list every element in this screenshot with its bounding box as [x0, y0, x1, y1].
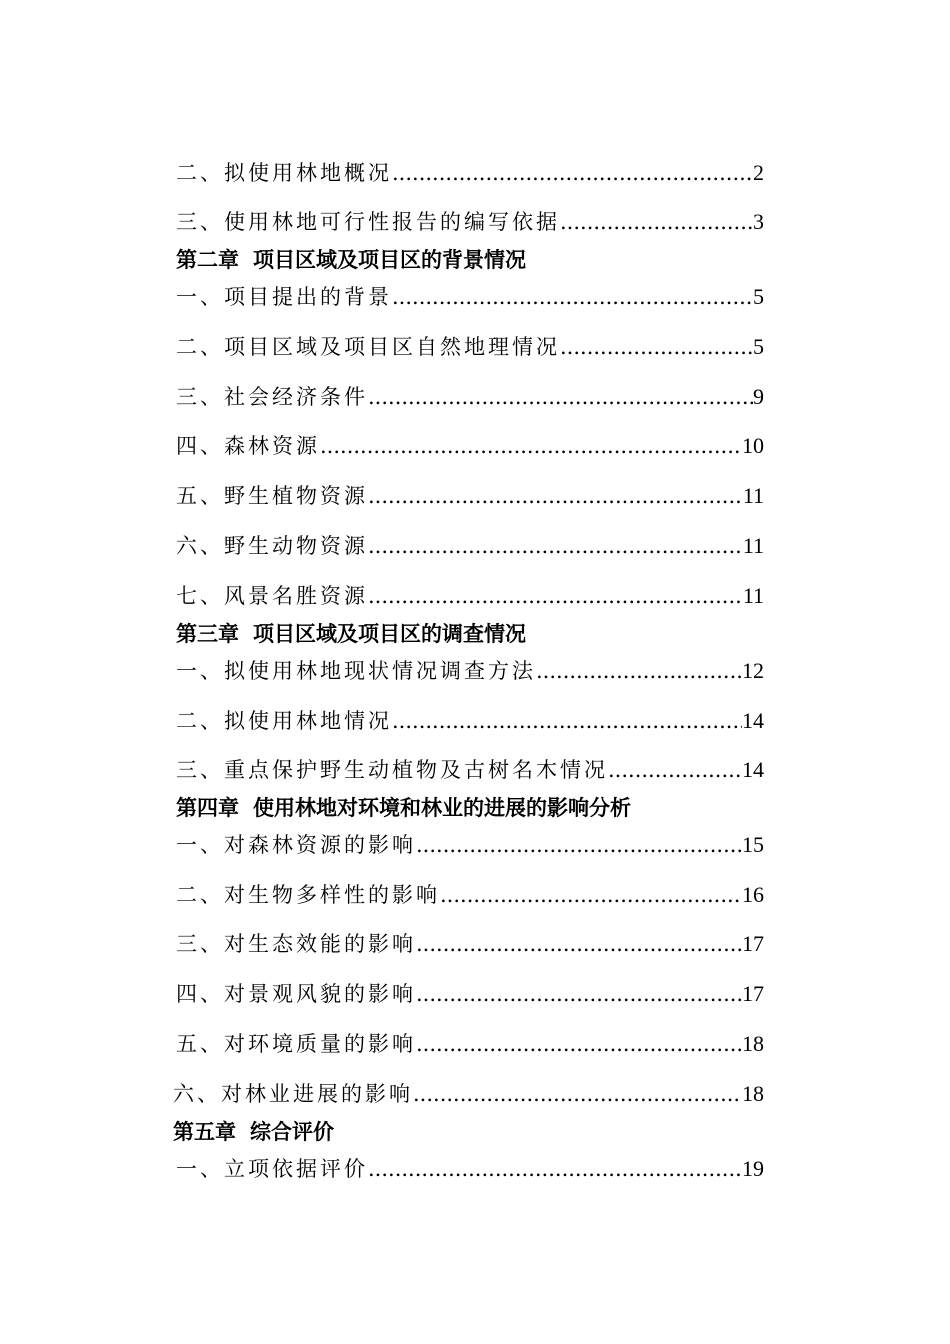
toc-chapter-heading[interactable] — [173, 1117, 334, 1147]
toc-chapter-heading[interactable] — [176, 245, 526, 275]
toc-page-number: 12 — [742, 658, 764, 683]
toc-entry-label: 四、对景观风貌的影响 — [176, 982, 416, 1006]
dot-leader — [368, 1154, 742, 1184]
toc-entry-label: 六、野生动物资源 — [176, 534, 368, 558]
dot-leader — [368, 581, 743, 611]
dot-leader — [440, 880, 742, 910]
chapter-title: 项目区域及项目区的背景情况 — [253, 248, 526, 272]
toc-entry[interactable] — [176, 207, 764, 237]
toc-entry[interactable] — [176, 431, 764, 461]
toc-entry[interactable] — [176, 531, 764, 561]
chapter-number: 第三章 — [176, 622, 239, 646]
dot-leader — [392, 158, 753, 188]
toc-entry-label: 一、立项依据评价 — [176, 1157, 368, 1181]
toc-entry-label: 七、风景名胜资源 — [176, 584, 368, 608]
toc-entry-label: 四、森林资源 — [176, 434, 320, 458]
toc-entry-label: 一、拟使用林地现状情况调查方法 — [176, 659, 536, 683]
chapter-title: 使用林地对环境和林业的进展的影响分析 — [253, 796, 631, 820]
toc-entry[interactable] — [176, 755, 764, 785]
chapter-number: 第四章 — [176, 796, 239, 820]
dot-leader — [608, 755, 742, 785]
toc-entry-label: 二、拟使用林地情况 — [176, 709, 392, 733]
toc-entry-label: 五、对环境质量的影响 — [176, 1032, 416, 1056]
toc-page-number: 18 — [742, 1081, 764, 1106]
dot-leader — [368, 481, 743, 511]
toc-entry[interactable] — [176, 282, 764, 312]
toc-page-number: 3 — [753, 209, 764, 234]
toc-entry[interactable] — [176, 830, 764, 860]
toc-entry-label: 五、野生植物资源 — [176, 484, 368, 508]
toc-entry-label: 一、对森林资源的影响 — [176, 833, 416, 857]
toc-page-number: 14 — [742, 708, 764, 733]
dot-leader — [416, 1029, 742, 1059]
toc-page-number: 11 — [742, 533, 764, 558]
toc-page-number: 15 — [742, 832, 764, 857]
toc-entry-label: 三、对生态效能的影响 — [176, 932, 416, 956]
dot-leader — [416, 979, 742, 1009]
toc-chapter-heading[interactable] — [176, 793, 631, 823]
toc-entry[interactable] — [176, 706, 764, 736]
toc-page-number: 11 — [742, 583, 764, 608]
dot-leader — [392, 282, 753, 312]
toc-page-number: 14 — [742, 757, 764, 782]
dot-leader — [368, 531, 743, 561]
dot-leader — [413, 1079, 742, 1109]
toc-page-number: 5 — [753, 284, 764, 309]
toc-page-number: 19 — [742, 1156, 764, 1181]
dot-leader — [416, 830, 742, 860]
toc-entry-label: 二、项目区域及项目区自然地理情况 — [176, 335, 560, 359]
toc-entry[interactable] — [176, 979, 764, 1009]
toc-entry[interactable] — [176, 1154, 764, 1184]
toc-entry[interactable] — [176, 158, 764, 188]
toc-entry[interactable] — [176, 880, 764, 910]
dot-leader — [536, 656, 742, 686]
dot-leader — [320, 431, 742, 461]
toc-entry[interactable] — [176, 1029, 764, 1059]
toc-chapter-heading[interactable] — [176, 619, 526, 649]
toc-page-number: 5 — [753, 334, 764, 359]
toc-page-number: 17 — [742, 931, 764, 956]
toc-entry[interactable] — [176, 656, 764, 686]
toc-page-number: 2 — [753, 160, 764, 185]
toc-entry-label: 三、社会经济条件 — [176, 385, 368, 409]
toc-entry-label: 三、重点保护野生动植物及古树名木情况 — [176, 758, 608, 782]
toc-page-number: 10 — [742, 433, 764, 458]
toc-entry[interactable] — [176, 481, 764, 511]
toc-entry-label: 一、项目提出的背景 — [176, 285, 392, 309]
toc-page-number: 17 — [742, 981, 764, 1006]
toc-entry[interactable] — [176, 581, 764, 611]
toc-entry[interactable] — [173, 1079, 764, 1109]
toc-entry-label: 三、使用林地可行性报告的编写依据 — [176, 210, 560, 234]
dot-leader — [560, 332, 753, 362]
toc-entry[interactable] — [176, 929, 764, 959]
toc-page-number: 18 — [742, 1031, 764, 1056]
chapter-title: 项目区域及项目区的调查情况 — [253, 622, 526, 646]
toc-entry-label: 六、对林业进展的影响 — [173, 1082, 413, 1106]
toc-entry[interactable] — [176, 332, 764, 362]
dot-leader — [392, 706, 742, 736]
chapter-number: 第五章 — [173, 1120, 236, 1144]
toc-entry[interactable] — [176, 382, 764, 412]
toc-page-number: 16 — [742, 882, 764, 907]
dot-leader — [368, 382, 753, 412]
toc-entry-label: 二、对生物多样性的影响 — [176, 883, 440, 907]
dot-leader — [416, 929, 742, 959]
chapter-number: 第二章 — [176, 248, 239, 272]
toc-page-number: 11 — [742, 483, 764, 508]
dot-leader — [560, 207, 753, 237]
toc-page-number: 9 — [753, 384, 764, 409]
toc-entry-label: 二、拟使用林地概况 — [176, 161, 392, 185]
chapter-title: 综合评价 — [250, 1120, 334, 1144]
